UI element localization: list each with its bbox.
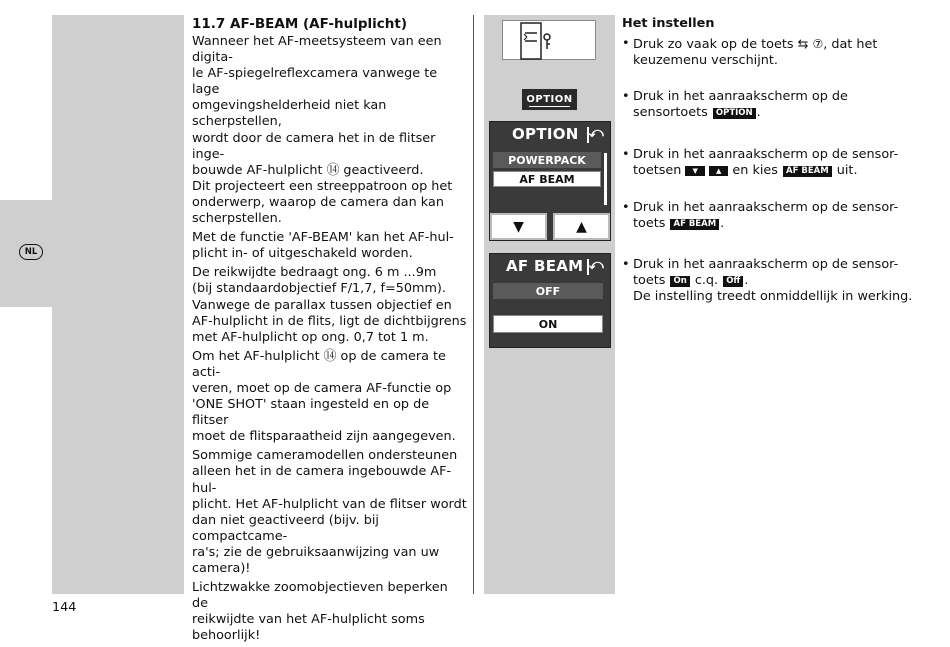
step-text: . xyxy=(756,105,761,121)
step-text: toets xyxy=(633,216,670,232)
paragraph: Wanneer het AF-meetsysteem van een digita- le AF-spiegelreflexcamera vanwege te lage omgevingshelderheid niet kan scherpstellen, wordt door de camera het in de flitser inge- bouwde AF-hulplicht ⑭ geactiveerd. Dit projecteert een streeppatroon op het onderwerp, waarop de camera dan kan scherpstellen. xyxy=(192,34,453,227)
af-beam-key-chip: AF BEAM xyxy=(783,166,832,177)
instructions-heading: Het instellen xyxy=(622,16,715,31)
screen-header xyxy=(490,254,610,280)
up-arrow-icon: ▲ xyxy=(709,166,728,176)
bullet: • xyxy=(622,36,630,51)
step-text: . xyxy=(720,216,725,232)
language-badge: NL xyxy=(19,244,43,260)
step-text: Druk in het aanraakscherm op de xyxy=(633,89,848,104)
paragraph: Met de functie 'AF-BEAM' kan het AF-hul- plicht in- of uitgeschakeld worden. xyxy=(192,230,454,262)
instructions-column xyxy=(622,16,922,305)
on-key-chip: On xyxy=(670,276,689,287)
back-icon: ⤺ xyxy=(588,125,604,141)
flash-control-illustration xyxy=(502,20,596,60)
down-arrow-icon: ▼ xyxy=(685,166,704,176)
step-text: Druk in het aanraakscherm op de sensor- xyxy=(633,257,899,272)
paragraph: De reikwijdte bedraagt ong. 6 m ...9m (bij standaardobjectief F/1,7, f=50mm). Vanwege de parallax tussen objectief en AF-hulplicht in de flits, ligt de dichtbijgrens met AF-hulplicht op ong. 0,7 tot 1 m. xyxy=(192,265,467,345)
underline xyxy=(529,106,570,107)
screen-title: OPTION xyxy=(512,125,579,143)
flash-controls-icon xyxy=(503,21,597,61)
bullet: • xyxy=(622,89,630,104)
bullet: • xyxy=(622,257,630,272)
page-number: 144 xyxy=(52,600,77,615)
paragraph: Sommige cameramodellen ondersteunen alleen het in de camera ingebouwde AF-hul- plicht. Het AF-hulplicht van de flitser wordt dan niet geactiveerd (bijv. bij compactcame- ra's; zie de gebruiksaanwijzing van uw camera)! xyxy=(192,448,467,576)
menu-item-off: OFF xyxy=(493,283,603,299)
step-text: en kies xyxy=(728,163,783,179)
step-text: Druk zo vaak op de toets xyxy=(633,37,798,52)
up-arrow-icon: ▲ xyxy=(553,213,610,240)
step-text: toetsen xyxy=(633,163,686,179)
option-menu-screen xyxy=(489,121,611,241)
left-margin-band xyxy=(52,15,184,594)
menu-item-powerpack: POWERPACK xyxy=(493,152,601,168)
step-text: uit. xyxy=(832,163,858,179)
screen-title: AF BEAM xyxy=(506,257,584,275)
af-beam-key-chip: AF BEAM xyxy=(670,219,719,230)
option-button-label: OPTION xyxy=(526,94,573,105)
scrollbar xyxy=(604,153,607,205)
reference-number: ⑦ xyxy=(812,37,824,51)
mode-key-icon: ⇆ xyxy=(797,37,809,52)
menu-item-on: ON xyxy=(493,315,603,333)
step-text: Druk in het aanraakscherm op de sensor- xyxy=(633,147,899,162)
step-text: , dat het xyxy=(823,37,878,52)
back-icon: ⤺ xyxy=(588,257,604,273)
step-text: keuzemenu verschijnt. xyxy=(633,53,778,69)
off-key-chip: Off xyxy=(723,276,743,287)
af-beam-screen xyxy=(489,253,611,348)
option-button-illustration xyxy=(521,88,578,111)
bullet: • xyxy=(622,147,630,162)
step-text: . xyxy=(744,273,749,289)
menu-item-af-beam: AF BEAM xyxy=(493,171,601,187)
step-text: Druk in het aanraakscherm op de sensor- xyxy=(633,200,899,215)
screen-header xyxy=(490,122,610,148)
section-title: 11.7 AF-BEAM (AF-hulplicht) xyxy=(192,16,407,32)
step-text: De instelling treedt onmiddellijk in werking. xyxy=(633,289,913,305)
bullet: • xyxy=(622,200,630,215)
paragraph: Lichtzwakke zoomobjectieven beperken de reikwijdte van het AF-hulplicht soms behoorlijk! xyxy=(192,580,448,644)
column-divider xyxy=(473,15,474,594)
step-text: toets xyxy=(633,273,670,289)
down-arrow-icon: ▼ xyxy=(490,213,547,240)
main-text-column xyxy=(192,16,467,647)
step-text: sensortoets xyxy=(633,105,712,121)
option-key-chip: OPTION xyxy=(713,108,756,119)
step-text: c.q. xyxy=(690,273,723,289)
paragraph: Om het AF-hulplicht ⑭ op de camera te acti- veren, moet op de camera AF-functie op 'ONE SHOT' staan ingesteld en op de flitser moet de flitsparaatheid zijn aangegeven. xyxy=(192,348,456,445)
